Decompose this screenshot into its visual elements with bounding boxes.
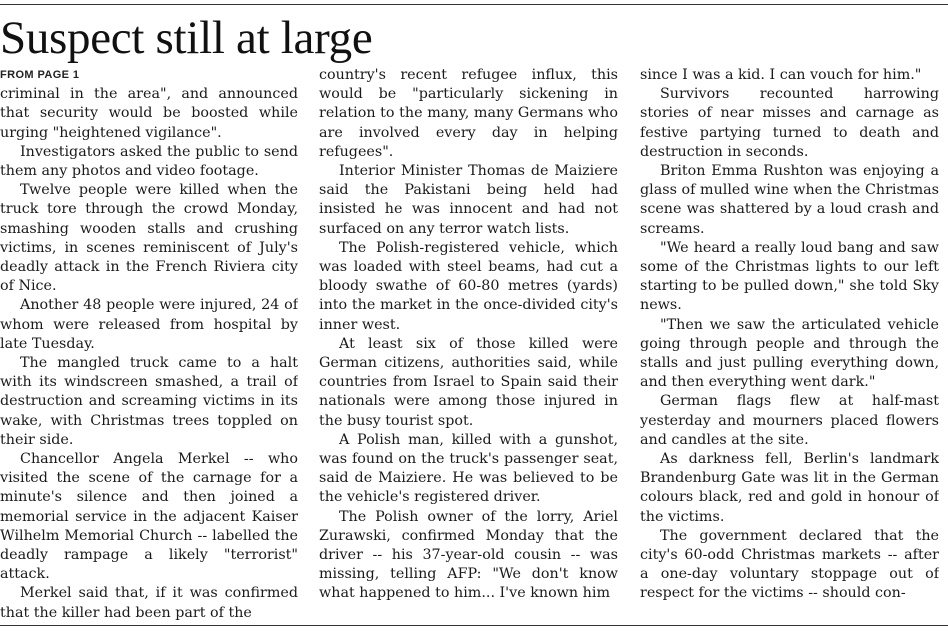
- article-paragraph: criminal in the area", and announced that security would be boosted while urging "heightened vigilance".: [0, 86, 298, 141]
- bottom-rule: [0, 625, 948, 626]
- article-paragraph: "Then we saw the articulated vehicle going through people and through the stalls and just pulling everything down, and then everything went dark.": [640, 316, 939, 391]
- article-paragraph: Briton Emma Rushton was enjoying a glass of mulled wine when the Christmas scene was shattered by a loud crash and screams.: [640, 163, 939, 237]
- article-paragraph: "We heard a really loud bang and saw some of the Christmas lights to our left starting to be pulled down," she told Sky news.: [640, 239, 939, 314]
- article-paragraph: Merkel said that, if it was confirmed that the killer had been part of the: [0, 585, 298, 621]
- article-paragraph: Survivors recounted harrowing stories of near misses and carnage as festive partying turned to death and destruction in seconds.: [640, 86, 939, 160]
- headline: Suspect still at large: [0, 12, 373, 64]
- article-paragraph: Chancellor Angela Merkel -- who visited the scene of the carnage for a minute's silence and then joined a memorial service in the adjacent Kaiser Wilhelm Memorial Church -- labelled the deadly rampage a likely "terrorist" attack.: [0, 451, 298, 583]
- article-paragraph: The government declared that the city's 60-odd Christmas markets -- after a one-day voluntary stoppage out of respect for the victims -- should con-: [640, 527, 939, 602]
- article-column-2: [319, 66, 618, 622]
- continuation-kicker: FROM PAGE 1: [0, 69, 80, 81]
- article-paragraph: since I was a kid. I can vouch for him.": [640, 67, 922, 83]
- article-paragraph: Investigators asked the public to send them any photos and video footage.: [0, 143, 298, 180]
- article-paragraph: country's recent refugee influx, this would be "particularly sickening in relation to the many, many Germans who are involved every day in helping refugees".: [319, 67, 618, 160]
- article-paragraph: A Polish man, killed with a gunshot, was found on the truck's passenger seat, said de Maiziere. He was believed to be the vehicle's registered driver.: [319, 431, 618, 506]
- article-paragraph: The mangled truck came to a halt with its windscreen smashed, a trail of destruction and screaming victims in its wake, with Christmas trees toppled on their side.: [0, 355, 298, 448]
- top-rule: [0, 4, 948, 5]
- article-paragraph: As darkness fell, Berlin's landmark Brandenburg Gate was lit in the German colours black, red and gold in honour of the victims.: [640, 451, 939, 525]
- article-paragraph: Another 48 people were injured, 24 of whom were released from hospital by late Tuesday.: [0, 297, 298, 352]
- article-paragraph: The Polish owner of the lorry, Ariel Zurawski, confirmed Monday that the driver -- his 37-year-old cousin -- was missing, telling AFP: "We don't know what happened to him... I've known him: [319, 508, 618, 602]
- article-column-3: [640, 66, 939, 622]
- article-paragraph: Twelve people were killed when the truck tore through the crowd Monday, smashing wooden stalls and crushing victims, in scenes reminiscent of July's deadly attack in the French Riviera city of Nice.: [0, 182, 298, 295]
- article-paragraph: Interior Minister Thomas de Maiziere said the Pakistani being held had insisted he was innocent and had not surfaced on any terror watch lists.: [319, 163, 618, 237]
- article-paragraph: German flags flew at half-mast yesterday and mourners placed flowers and candles at the site.: [640, 393, 939, 448]
- article-paragraph: At least six of those killed were German citizens, authorities said, while countries from Israel to Spain said their nationals were among those injured in the busy tourist spot.: [319, 335, 618, 429]
- article-paragraph: The Polish-registered vehicle, which was loaded with steel beams, had cut a bloody swathe of 60-80 metres (yards) into the market in the once-divided city's inner west.: [319, 239, 618, 333]
- article-column-1: [0, 66, 298, 622]
